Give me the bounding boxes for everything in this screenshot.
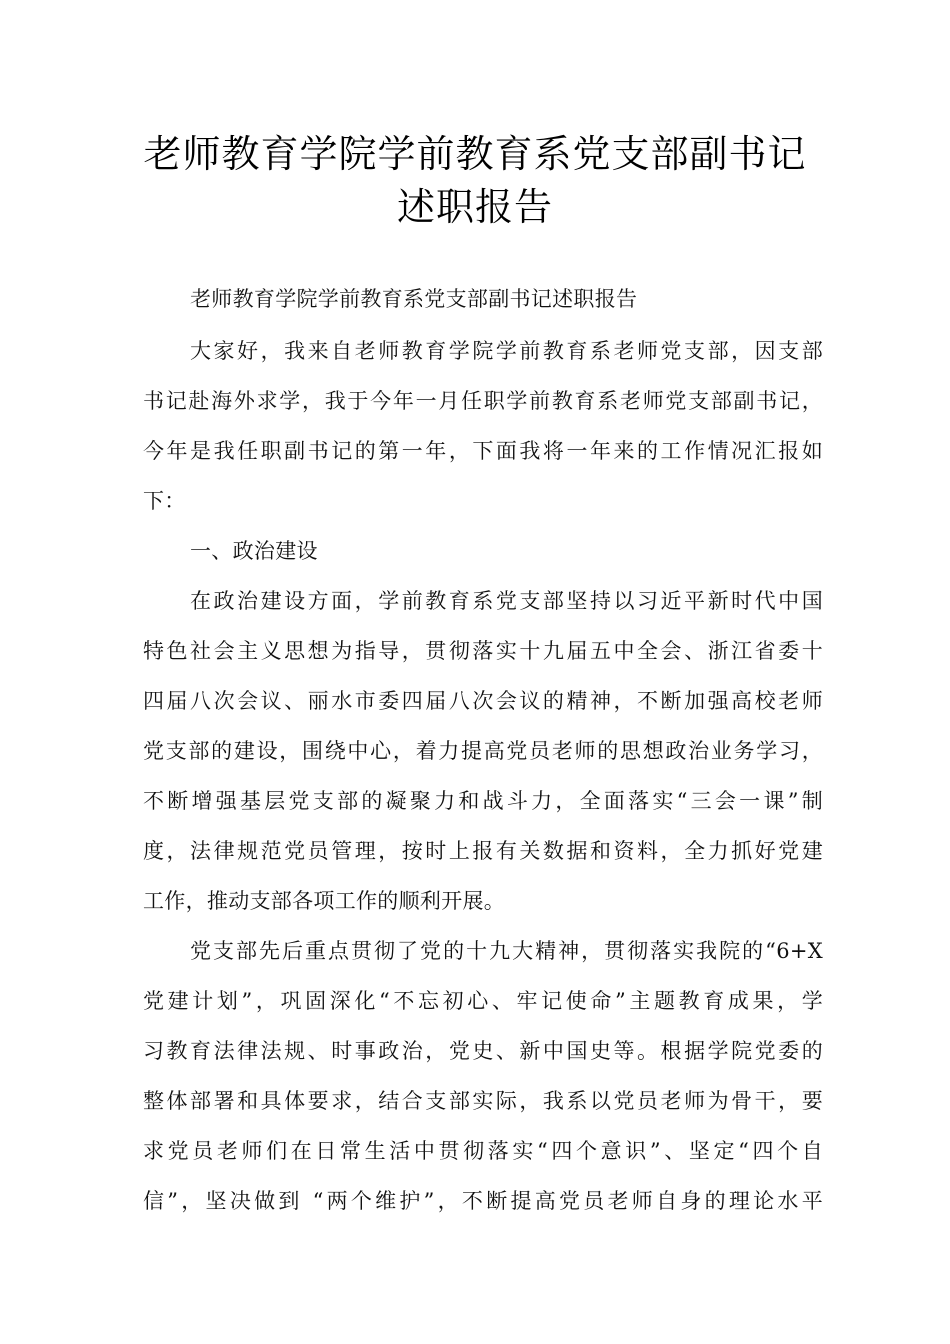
paragraph-line: 四届八次会议、丽水市委四届八次会议的精神，不断加强高校老师: [143, 689, 823, 713]
document-title-line-1: 老师教育学院学前教育系党支部副书记: [143, 132, 807, 176]
paragraph-line: 习教育法律法规、时事政治，党史、新中国史等。根据学院党委的: [143, 1039, 823, 1063]
paragraph-line: 整体部署和具体要求，结合支部实际，我系以党员老师为骨干，要: [143, 1089, 823, 1113]
paragraph-line: 特色社会主义思想为指导，贯彻落实十九届五中全会、浙江省委十: [143, 639, 823, 663]
paragraph-line: 党支部的建设，围绕中心，着力提高党员老师的思想政治业务学习，: [143, 739, 823, 763]
document-title-line-2: 述职报告: [396, 185, 553, 229]
paragraph-line: 党支部先后重点贯彻了党的十九大精神，贯彻落实我院的“6+X: [190, 939, 823, 963]
paragraph-line: 工作，推动支部各项工作的顺利开展。: [143, 889, 506, 913]
section-heading: 一、政治建设: [190, 539, 318, 563]
paragraph-line: 信”，坚决做到 “两个维护”，不断提高党员老师自身的理论水平: [143, 1189, 823, 1213]
paragraph-line: 在政治建设方面，学前教育系党支部坚持以习近平新时代中国: [190, 589, 823, 613]
paragraph-line: 下：: [143, 489, 186, 513]
paragraph-line: 大家好，我来自老师教育学院学前教育系老师党支部，因支部: [190, 339, 823, 363]
subtitle-paragraph: 老师教育学院学前教育系党支部副书记述职报告: [190, 287, 638, 311]
paragraph-line: 今年是我任职副书记的第一年，下面我将一年来的工作情况汇报如: [143, 439, 823, 463]
paragraph-line: 书记赴海外求学，我于今年一月任职学前教育系老师党支部副书记，: [143, 389, 823, 413]
paragraph-line: 度，法律规范党员管理，按时上报有关数据和资料，全力抓好党建: [143, 839, 823, 863]
paragraph-line: 求党员老师们在日常生活中贯彻落实“四个意识”、坚定“四个自: [143, 1139, 823, 1163]
paragraph-line: 不断增强基层党支部的凝聚力和战斗力，全面落实“三会一课”制: [143, 789, 823, 813]
paragraph-line: 党建计划”，巩固深化“不忘初心、牢记使命”主题教育成果，学: [143, 989, 823, 1013]
